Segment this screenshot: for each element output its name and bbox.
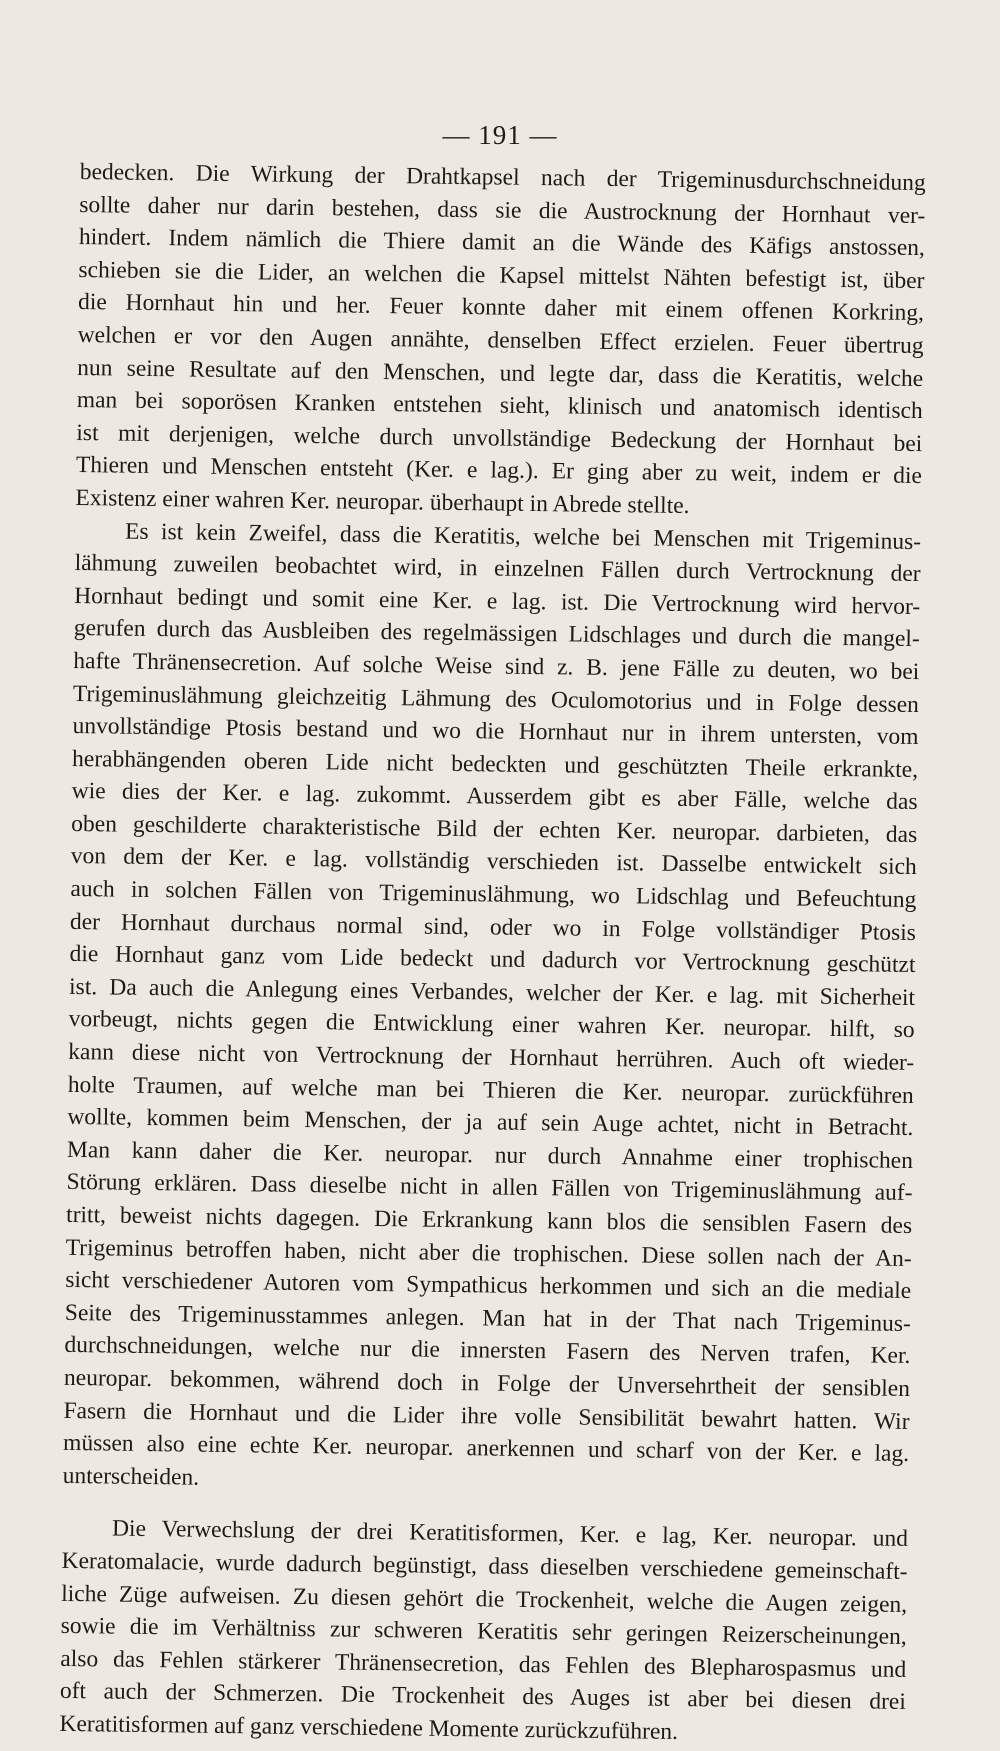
- text-line: Man kann daher die Ker. neuropar. nur durch Annahme einer trophischen: [66, 1136, 914, 1174]
- text-line: tritt, beweist nichts dagegen. Die Erkrankung kann blos die sensiblen Fasern des: [65, 1201, 913, 1239]
- text-line: kann diese nicht von Vertrocknung der Hornhaut herrühren. Auch oft wieder-: [68, 1038, 915, 1077]
- text-line: Fasern die Hornhaut und die Lider ihre volle Sensibilität bewahrt hatten. Wir: [63, 1397, 910, 1435]
- text-line: gerufen durch das Ausbleiben des regelmässigen Lidschlages und durch die mangel-: [73, 615, 920, 653]
- text-line: Trigeminuslähmung gleichzeitig Lähmung des Oculomotorius und in Folge dessen: [72, 680, 920, 718]
- paragraph: [59, 1512, 908, 1751]
- text-line: unvollständige Ptosis bestand und wo die Hornhaut nur in ihrem untersten, vom: [72, 713, 919, 751]
- text-line: Es ist kein Zweifel, dass die Keratitis, welche bei Menschen mit Trigeminus-: [124, 518, 922, 555]
- text-line: liche Züge aufweisen. Zu diesen gehört die Trockenheit, welche die Augen zeigen,: [61, 1580, 908, 1618]
- body-text: [59, 156, 926, 1751]
- text-line: also das Fehlen stärkerer Thränensecretion, das Fehlen des Blepharospasmus und: [60, 1645, 907, 1683]
- text-line: Hornhaut bedingt und somit eine Ker. e lag. ist. Die Vertrocknung wird hervor-: [74, 582, 921, 620]
- text-line: sowie die im Verhältniss zur schweren Keratitis sehr geringen Reizerscheinungen,: [60, 1613, 907, 1651]
- text-line: man bei soporösen Kranken entstehen sieht, klinisch und anatomisch identisch: [76, 387, 923, 425]
- text-line: oft auch der Schmerzen. Die Trockenheit des Auges ist aber bei diesen drei: [59, 1678, 907, 1716]
- text-line: durchschneidungen, welche nur die innersten Fasern des Nerven trafen, Ker.: [64, 1332, 911, 1370]
- text-line: neuropar. bekommen, während doch in Folge der Unversehrtheit der sensiblen: [63, 1364, 911, 1402]
- text-line: hindert. Indem nämlich die Thiere damit an die Wände des Käfigs anstossen,: [78, 224, 926, 262]
- text-line: wie dies der Ker. e lag. zukommt. Ausserdem gibt es aber Fälle, welche das: [71, 778, 918, 816]
- text-line: Störung erklären. Dass dieselbe nicht in allen Fällen von Trigeminuslähmung auf-: [66, 1169, 913, 1207]
- text-line: Trigeminus betroffen haben, nicht aber die trophischen. Diese sollen nach der An-: [65, 1234, 912, 1272]
- text-line: unterscheiden.: [62, 1462, 200, 1491]
- text-line: sicht verschiedener Autoren vom Sympathicus herkommen und sich an die mediale: [65, 1267, 912, 1305]
- text-line: wollte, kommen beim Menschen, der ja auf sein Auge achtet, nicht in Betracht.: [67, 1104, 914, 1142]
- text-line: hafte Thränensecretion. Auf solche Weise sind z. B. jene Fälle zu deuten, wo bei: [73, 647, 920, 685]
- text-line: herabhängenden oberen Lide nicht bedeckten und geschützten Theile erkrankte,: [71, 745, 919, 783]
- text-line: die Hornhaut ganz vom Lide bedeckt und dadurch vor Vertrocknung geschützt: [69, 941, 916, 979]
- text-line: müssen also eine echte Ker. neuropar. anerkennen und scharf von der Ker. e lag.: [62, 1430, 910, 1468]
- text-line: bedecken. Die Wirkung der Drahtkapsel nach der Trigeminusdurchschneidung: [79, 158, 926, 197]
- paragraph: [75, 156, 926, 526]
- text-line: ist mit derjenigen, welche durch unvollständige Bedeckung der Hornhaut bei: [76, 419, 923, 457]
- text-line: Thieren und Menschen entsteht (Ker. e lag.). Er ging aber zu weit, indem er die: [75, 452, 923, 490]
- page-number: — 191 —: [442, 120, 558, 150]
- text-line: sollte daher nur darin bestehen, dass sie die Austrocknung der Hornhaut ver-: [79, 191, 926, 229]
- text-line: Keratitisformen auf ganz verschiedene Momente zurückzuführen.: [59, 1710, 679, 1745]
- text-line: Seite des Trigeminusstammes anlegen. Man hat in der That nach Trigeminus-: [64, 1299, 911, 1337]
- paragraph: [63, 515, 922, 1504]
- text-line: welchen er vor den Augen annähte, denselben Effect erzielen. Feuer übertrug: [77, 321, 924, 360]
- text-line: Existenz einer wahren Ker. neuropar. überhaupt in Abrede stellte.: [75, 484, 690, 519]
- text-line: schieben sie die Lider, an welchen die Kapsel mittelst Nähten befestigt ist, über: [78, 256, 925, 294]
- text-line: lähmung zuweilen beobachtet wird, in einzelnen Fällen durch Vertrocknung der: [74, 550, 921, 588]
- text-line: nun seine Resultate auf den Menschen, und legte dar, dass die Keratitis, welche: [77, 354, 924, 392]
- text-line: der Hornhaut durchaus normal sind, oder wo in Folge vollständiger Ptosis: [69, 908, 917, 946]
- text-line: Die Verwechslung der drei Keratitisformen, Ker. e lag, Ker. neuropar. und: [111, 1515, 909, 1553]
- text-line: Keratomalacie, wurde dadurch begünstigt, dass dieselben verschiedene gemeinschaft-: [61, 1547, 908, 1585]
- text-line: auch in solchen Fällen von Trigeminuslähmung, wo Lidschlag und Befeuchtung: [70, 876, 917, 914]
- text-line: von dem der Ker. e lag. vollständig verschieden ist. Dasselbe entwickelt sich: [70, 843, 917, 881]
- text-line: holte Traumen, auf welche man bei Thieren die Ker. neuropar. zurückführen: [67, 1071, 914, 1109]
- text-line: oben geschilderte charakteristische Bild der echten Ker. neuropar. darbieten, das: [71, 810, 918, 848]
- text-line: ist. Da auch die Anlegung eines Verbandes, welcher der Ker. e lag. mit Sicherheit: [68, 973, 916, 1011]
- text-line: vorbeugt, nichts gegen die Entwicklung einer wahren Ker. neuropar. hilft, so: [68, 1006, 915, 1044]
- text-line: die Hornhaut hin und her. Feuer konnte daher mit einem offenen Korkring,: [77, 289, 925, 327]
